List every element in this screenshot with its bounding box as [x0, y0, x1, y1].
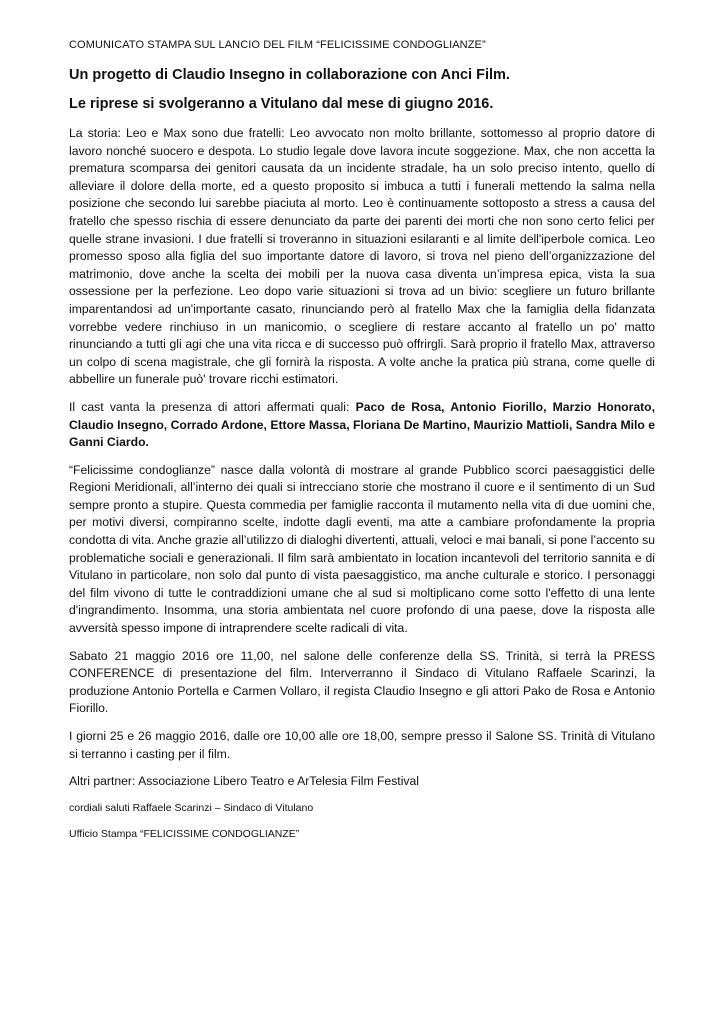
press-release-header: COMUNICATO STAMPA SUL LANCIO DEL FILM “FELICISSIME CONDOGLIANZE”	[69, 39, 486, 51]
shooting-headline: Le riprese si svolgeranno a Vitulano dal mese di giugno 2016.	[69, 96, 494, 112]
press-conference-paragraph: Sabato 21 maggio 2016 ore 11,00, nel salone delle conferenze della SS. Trinità, si terrà la PRESS CONFERENCE di presentazione del film. Interverranno il Sindaco di Vitulano Raffaele Scarinzi, la produzione Antonio Portella e Carmen Vollaro, il regista Claudio Insegno e gli attori Pako de Rosa e Antonio Fiorillo.	[69, 648, 655, 716]
project-headline: Un progetto di Claudio Insegno in collaborazione con Anci Film.	[69, 67, 510, 83]
press-office-line: Ufficio Stampa “FELICISSIME CONDOGLIANZE”	[69, 827, 300, 840]
partners-line: Altri partner: Associazione Libero Teatro e ArTelesia Film Festival	[69, 774, 419, 789]
casting-paragraph: I giorni 25 e 26 maggio 2016, dalle ore 10,00 alle ore 18,00, sempre presso il Salone SS. Trinità di Vitulano si terranno i casting per il film.	[69, 729, 655, 761]
cast-paragraph	[69, 399, 655, 452]
story-paragraph: La storia: Leo e Max sono due fratelli: Leo avvocato non molto brillante, sottomesso al proprio datore di lavoro nonché suocero e despota. Lo studio legale dove lavora incute soggezione. Max, che non accetta la prematura scomparsa dei genitori causata da un incidente stradale, ha un solo preciso intento, quello di alleviare il dolore della morte, ed a questo proposito si imbuca a tutti i funerali mettendo la salma nella posizione che secondo lui sarebbe piaciuta al morto. Leo è continuamente sottoposto a stress a causa del fratello che spesso rischia di essere denunciato da parte dei parenti dei morti che non sono certo felici per quelle strane invasioni. I due fratelli si troveranno in situazioni esilaranti e al limite dell'iperbole comica. Leo promesso sposo alla figlia del suo importante datore di lavoro, si trova nel pieno dell’organizzazione del matrimonio, dove anche la scelta dei mobili per la nuova casa diventa un’impresa epica, vista la sua ossessione per la perfezione. Leo dopo varie situazioni si trova ad un bivio: scegliere un futuro brillante imparentandosi ad un'importante casato, rinunciando però al fratello Max che la famiglia della fidanzata vorrebbe vedere rinchiuso in un manicomio, o scegliere di restare accanto al fratello un po' matto rinunciando a tutti gli agi che una vita ricca e di successo può offrirgli. Sarà proprio il fratello Max, attraverso un colpo di scena magistrale, che gli fornirà la risposta. A volte anche la pratica più strana, come quelle di abbellire un funerale può' trovare ricchi estimatori.	[69, 126, 655, 387]
cast-intro: Il cast vanta la presenza di attori affermati quali:	[69, 399, 356, 414]
description-paragraph: “Felicissime condoglianze” nasce dalla volontà di mostrare al grande Pubblico scorci paesaggistici delle Regioni Meridionali, all’interno dei quali si intrecciano storie che mostrano il cuore e il sentimento di un Sud sempre pronto a stupire. Questa commedia per famiglie racconta il mutamento nella vita di due uomini che, per motivi diversi, compiranno scelte, indotte dagli eventi, ma atte a cambiare profondamente la propria condotta di vita. Anche grazie all’utilizzo di dialoghi divertenti, attuali, veloci e mai banali, si pone l’accento su problematiche sociali e generazionali. Il film sarà ambientato in location incantevoli del territorio sannita e di Vitulano in particolare, non solo dal punto di vista paesaggistico, ma anche culturale e storico. I personaggi del film vivono di tutte le contraddizioni umane che al sud si moltiplicano come sotto l'effetto di una lente d'ingrandimento. Insomma, una storia ambientata nel cuore profondo di una paese, dove la risposta alle avversità spesso impone di intraprendere scelte radicali di vita.	[69, 462, 656, 636]
greetings-line: cordiali saluti Raffaele Scarinzi – Sindaco di Vitulano	[69, 801, 314, 814]
cast-names: Paco de Rosa, Antonio Fiorillo, Marzio Honorato, Claudio Insegno, Corrado Ardone, Ettore Massa, Floriana De Martino, Maurizio Mattioli, Sandra Milo e Ganni Ciardo.	[69, 399, 655, 450]
